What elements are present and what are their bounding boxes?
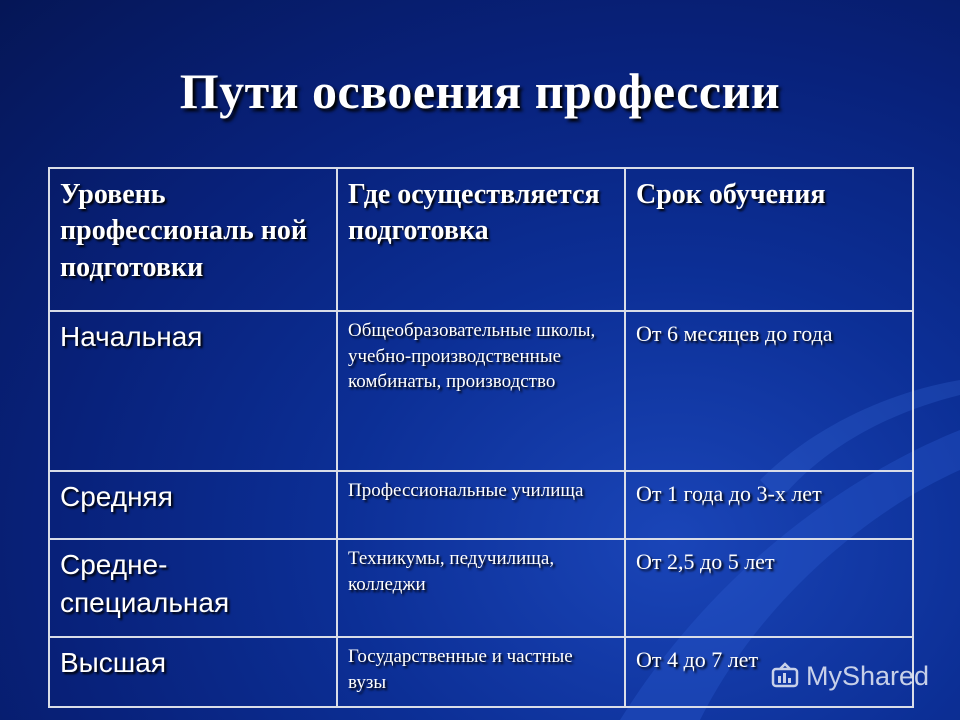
cell-level: Средняя xyxy=(49,471,337,539)
watermark[interactable] xyxy=(770,660,929,692)
myshared-logo-icon xyxy=(770,661,800,691)
header-level: Уровень профессиональ ной подготовки xyxy=(49,168,337,311)
header-term: Срок обучения xyxy=(625,168,913,311)
table-header-row xyxy=(49,168,913,311)
table-row xyxy=(49,471,913,539)
cell-term: От 4 до 7 лет xyxy=(625,637,913,707)
cell-place: Техникумы, педучилища, колледжи xyxy=(337,539,625,637)
professions-table xyxy=(48,167,914,708)
cell-level: Начальная xyxy=(49,311,337,471)
watermark-text: MyShared xyxy=(806,660,930,691)
slide-title: Пути освоения профессии xyxy=(179,63,781,119)
cell-place: Государственные и частные вузы xyxy=(337,637,625,707)
cell-term: От 1 года до 3-х лет xyxy=(625,471,913,539)
cell-level: Высшая xyxy=(49,637,337,707)
cell-term: От 2,5 до 5 лет xyxy=(625,539,913,637)
table-row xyxy=(49,539,913,637)
cell-level: Средне-специальная xyxy=(49,539,337,637)
cell-place: Общеобразовательные школы, учебно-производственные комбинаты, производство xyxy=(337,311,625,471)
table-row xyxy=(49,311,913,471)
header-place: Где осуществляется подготовка xyxy=(337,168,625,311)
cell-term: От 6 месяцев до года xyxy=(625,311,913,471)
cell-place: Профессиональные училища xyxy=(337,471,625,539)
